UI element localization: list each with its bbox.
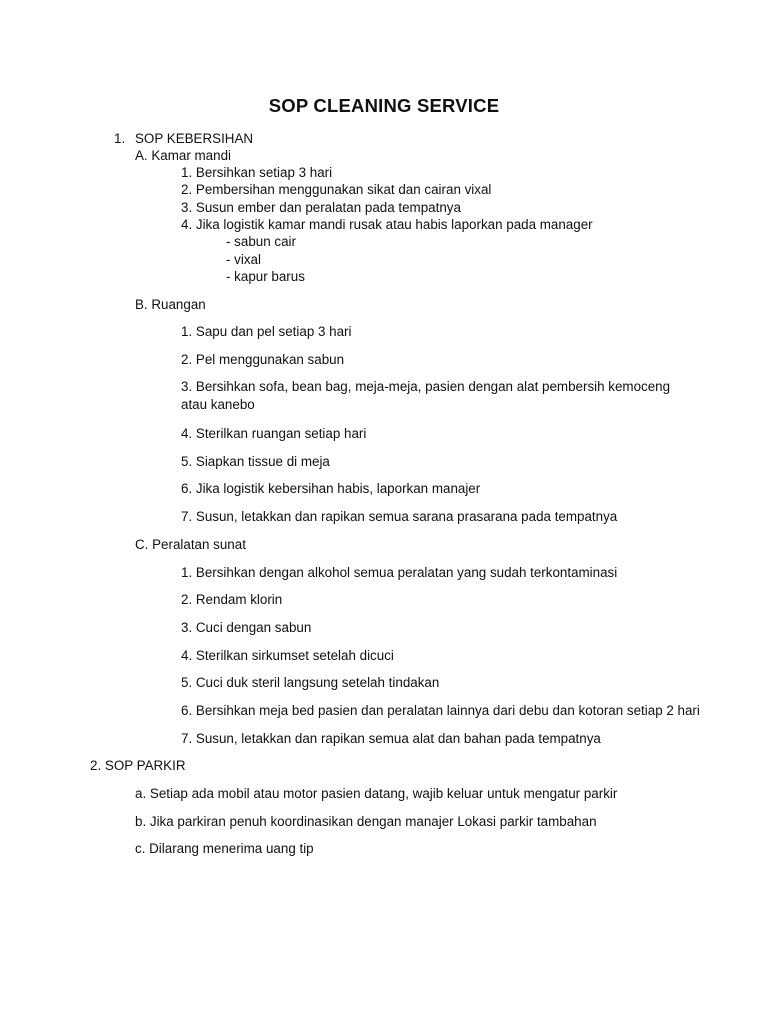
sub-list-item: - sabun cair (226, 234, 296, 249)
list-item: b. Jika parkiran penuh koordinasikan dengan manajer Lokasi parkir tambahan (135, 814, 597, 829)
sub-list-item: - kapur barus (226, 269, 305, 284)
section-1-heading: SOP KEBERSIHAN (135, 131, 254, 146)
list-item: 5. Siapkan tissue di meja (181, 454, 330, 469)
list-item: 3. Cuci dengan sabun (181, 620, 312, 635)
subsection-b-heading: B. Ruangan (135, 297, 206, 312)
list-item: a. Setiap ada mobil atau motor pasien datang, wajib keluar untuk mengatur parkir (135, 786, 618, 801)
section-2-heading: 2. SOP PARKIR (90, 758, 186, 773)
sub-list-item: - vixal (226, 252, 261, 267)
list-item: 3. Susun ember dan peralatan pada tempatnya (181, 200, 461, 215)
list-item: 6. Bersihkan meja bed pasien dan peralatan lainnya dari debu dan kotoran setiap 2 hari (181, 703, 700, 718)
list-item: 4. Jika logistik kamar mandi rusak atau habis laporkan pada manager (181, 217, 593, 232)
list-item: c. Dilarang menerima uang tip (135, 841, 314, 856)
list-item: 4. Sterilkan ruangan setiap hari (181, 426, 367, 441)
list-item: 3. Bersihkan sofa, bean bag, meja-meja, pasien dengan alat pembersih kemoceng atau kanebo (181, 379, 671, 412)
list-item: 2. Rendam klorin (181, 592, 283, 607)
list-item: 4. Sterilkan sirkumset setelah dicuci (181, 648, 394, 663)
document-title: SOP CLEANING SERVICE (268, 95, 500, 116)
list-item: 2. Pembersihan menggunakan sikat dan cairan vixal (181, 182, 492, 197)
subsection-c-heading: C. Peralatan sunat (135, 537, 246, 552)
list-item: 1. Sapu dan pel setiap 3 hari (181, 324, 352, 339)
section-1-number: 1. (114, 131, 126, 146)
list-item: 7. Susun, letakkan dan rapikan semua alat dan bahan pada tempatnya (181, 731, 601, 746)
list-item: 7. Susun, letakkan dan rapikan semua sarana prasarana pada tempatnya (181, 509, 618, 524)
list-item: 6. Jika logistik kebersihan habis, laporkan manajer (181, 481, 481, 496)
list-item: 5. Cuci duk steril langsung setelah tindakan (181, 675, 440, 690)
subsection-a-heading: A. Kamar mandi (135, 148, 232, 163)
list-item: 1. Bersihkan setiap 3 hari (181, 165, 333, 180)
list-item: 2. Pel menggunakan sabun (181, 352, 345, 367)
list-item: 1. Bersihkan dengan alkohol semua peralatan yang sudah terkontaminasi (181, 565, 618, 580)
